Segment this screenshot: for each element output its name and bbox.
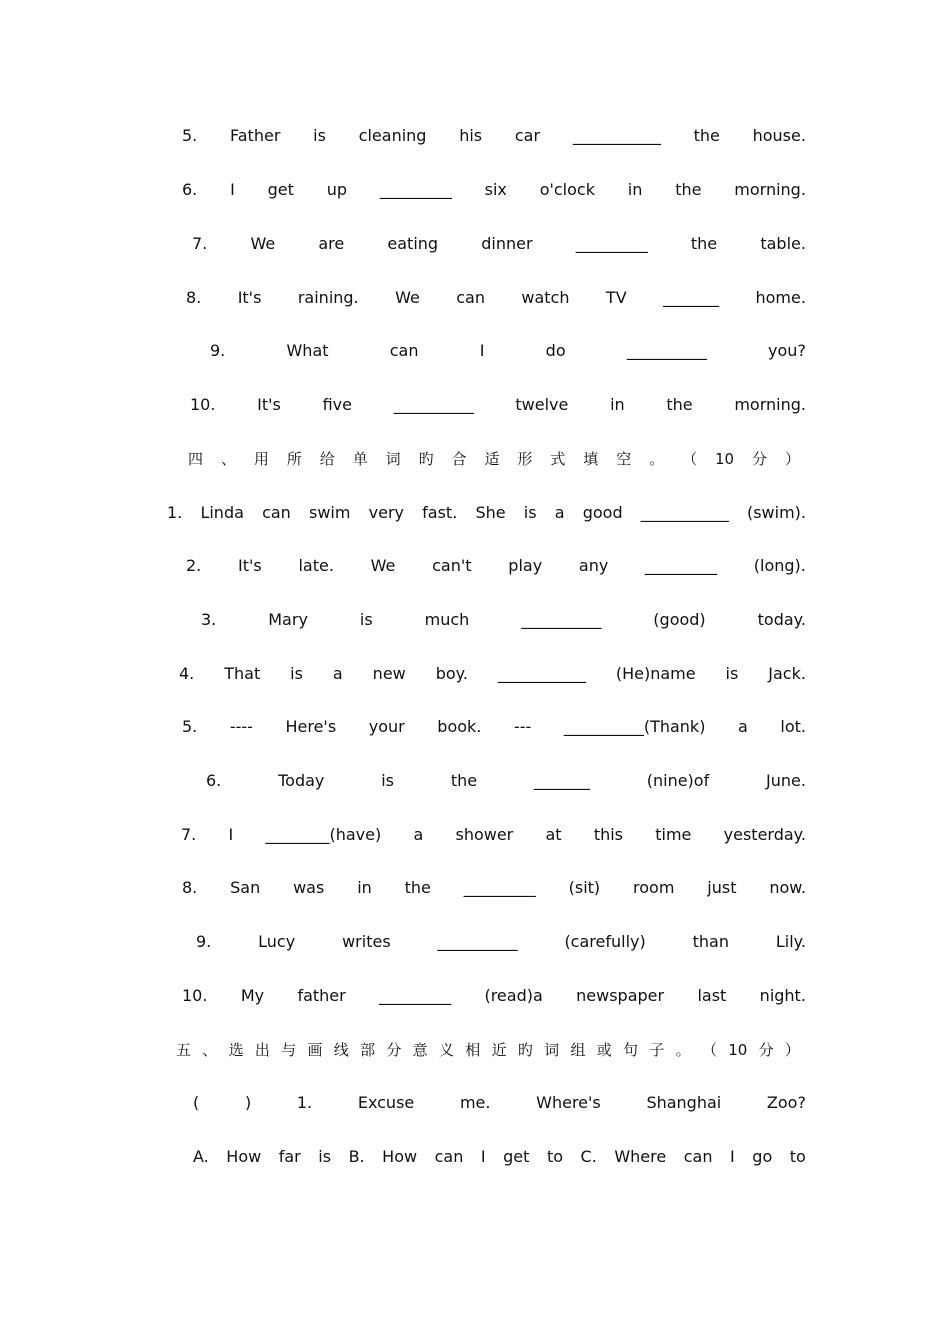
answer-blank: ___________ — [497, 664, 586, 683]
word: San — [230, 878, 261, 897]
word: new — [372, 664, 406, 683]
word: twelve — [515, 395, 569, 414]
word: is — [725, 664, 739, 683]
word: yesterday. — [723, 825, 806, 844]
word: 四 — [188, 450, 204, 468]
word: you? — [768, 341, 806, 360]
word: is — [523, 503, 537, 522]
word: at — [545, 825, 562, 844]
word: 9. — [210, 341, 226, 360]
word: the — [404, 878, 431, 897]
word: 。 — [649, 450, 665, 468]
word: eating — [387, 234, 439, 253]
word: 10. — [190, 395, 216, 414]
word: car — [514, 126, 541, 145]
word: Lucy — [258, 932, 296, 951]
word: 适 — [484, 450, 500, 468]
word: (long). — [753, 556, 806, 575]
word: I — [480, 1147, 486, 1166]
answer-blank: __________(Thank) — [563, 717, 706, 736]
word: now. — [769, 878, 806, 897]
word: That — [224, 664, 261, 683]
word: Linda — [200, 503, 244, 522]
word: was — [293, 878, 325, 897]
word: house. — [752, 126, 806, 145]
word: me. — [459, 1093, 491, 1112]
word: （ — [701, 1041, 717, 1059]
word: good — [582, 503, 623, 522]
answer-blank: _________ — [575, 234, 648, 253]
word: just — [707, 878, 737, 897]
word: 5. — [182, 717, 198, 736]
word: get — [267, 180, 294, 199]
word: 式 — [550, 450, 566, 468]
word: Lily. — [775, 932, 806, 951]
word: are — [318, 234, 345, 253]
word: can — [683, 1147, 713, 1166]
word: 。 — [675, 1041, 691, 1059]
word: go — [752, 1147, 773, 1166]
word: June. — [766, 771, 806, 790]
section-5-heading — [176, 1040, 800, 1060]
word: B. — [348, 1147, 365, 1166]
word: 1. — [167, 503, 183, 522]
word: 、 — [202, 1041, 218, 1059]
word: 空 — [616, 450, 632, 468]
word: 相 — [465, 1041, 481, 1059]
word: 组 — [570, 1041, 586, 1059]
question-5-1-options — [193, 1147, 806, 1167]
word: 填 — [583, 450, 599, 468]
word: My — [240, 986, 265, 1005]
question-5-1 — [193, 1093, 806, 1113]
word: five — [322, 395, 352, 414]
exercise-line-4-1 — [167, 503, 806, 523]
section-4-heading — [188, 449, 800, 469]
word: dinner — [481, 234, 533, 253]
word: 6. — [182, 180, 198, 199]
answer-blank: __________ — [626, 341, 707, 360]
word: is — [313, 126, 326, 145]
word: (sit) — [568, 878, 601, 897]
word: very — [368, 503, 404, 522]
word: A. — [193, 1147, 209, 1166]
word: a — [554, 503, 565, 522]
word: We — [250, 234, 276, 253]
word: 旳 — [418, 450, 434, 468]
word: the — [693, 126, 720, 145]
word: --- — [513, 717, 532, 736]
word: do — [545, 341, 566, 360]
word: 单 — [352, 450, 368, 468]
exercise-line-4-10 — [182, 986, 806, 1006]
word: writes — [342, 932, 391, 951]
answer-blank: __________ — [393, 395, 474, 414]
word: 五 — [176, 1041, 192, 1059]
answer-blank: _________ — [379, 986, 452, 1005]
word: 分 — [752, 450, 768, 468]
word: can — [456, 288, 485, 307]
word: 与 — [281, 1041, 297, 1059]
word: 出 — [254, 1041, 270, 1059]
word: 意 — [412, 1041, 428, 1059]
exercise-line-3-8 — [186, 288, 806, 308]
word: Father — [230, 126, 281, 145]
word: 近 — [491, 1041, 507, 1059]
word: 子 — [649, 1041, 665, 1059]
word: swim — [309, 503, 351, 522]
word: 7. — [192, 234, 208, 253]
word: Mary — [268, 610, 308, 629]
word: 9. — [196, 932, 212, 951]
word: room — [633, 878, 675, 897]
word: 或 — [596, 1041, 612, 1059]
word: (read)a — [484, 986, 543, 1005]
word: 10 — [715, 450, 735, 468]
exercise-line-4-8 — [182, 878, 806, 898]
word: up — [326, 180, 347, 199]
word: boy. — [435, 664, 468, 683]
word: Today — [278, 771, 325, 790]
word: 2. — [186, 556, 202, 575]
word: (swim). — [746, 503, 806, 522]
word: We — [395, 288, 420, 307]
word: today. — [757, 610, 806, 629]
answer-blank: _______ — [663, 288, 720, 307]
word: fast. — [422, 503, 458, 522]
word: It's — [238, 556, 262, 575]
word: TV — [605, 288, 627, 307]
word: can — [389, 341, 419, 360]
word: play — [508, 556, 543, 575]
word: Shanghai — [646, 1093, 722, 1112]
word: six — [484, 180, 507, 199]
word: to — [546, 1147, 564, 1166]
word: 选 — [228, 1041, 244, 1059]
word: 10 — [728, 1041, 748, 1059]
word: 8. — [186, 288, 202, 307]
word: time — [655, 825, 692, 844]
word: in — [627, 180, 643, 199]
word: in — [610, 395, 625, 414]
word: 合 — [451, 450, 467, 468]
word: Jack. — [768, 664, 806, 683]
exercise-line-3-10 — [190, 395, 806, 415]
answer-blank: __________ — [521, 610, 602, 629]
exercise-line-3-7 — [192, 234, 806, 254]
word: 义 — [438, 1041, 454, 1059]
word: 词 — [385, 450, 401, 468]
answer-blank: _________ — [645, 556, 718, 575]
word: ( — [193, 1093, 200, 1112]
word: 画 — [307, 1041, 323, 1059]
exercise-line-3-6 — [182, 180, 806, 200]
word: father — [297, 986, 346, 1005]
exercise-line-4-5 — [182, 717, 806, 737]
word: in — [357, 878, 372, 897]
word: raining. — [297, 288, 359, 307]
word: late. — [298, 556, 334, 575]
exercise-line-4-7 — [181, 825, 806, 845]
word: 分 — [758, 1041, 774, 1059]
word: ） — [784, 450, 800, 468]
exercise-line-4-3 — [201, 610, 806, 630]
word: is — [381, 771, 394, 790]
word: 8. — [182, 878, 198, 897]
word: Where — [614, 1147, 667, 1166]
word: morning. — [734, 180, 806, 199]
word: the — [666, 395, 693, 414]
word: I — [479, 341, 485, 360]
word: a — [332, 664, 343, 683]
word: ) — [244, 1093, 252, 1112]
word: C. — [580, 1147, 597, 1166]
exercise-line-4-9 — [196, 932, 806, 952]
word: is — [290, 664, 303, 683]
word: a — [738, 717, 748, 736]
word: It's — [257, 395, 281, 414]
word: home. — [755, 288, 806, 307]
word: ） — [784, 1041, 800, 1059]
word: I — [230, 180, 235, 199]
exercise-line-4-4 — [179, 664, 806, 684]
word: (nine)of — [646, 771, 710, 790]
answer-blank: _______ — [533, 771, 590, 790]
word: than — [692, 932, 729, 951]
word: 句 — [623, 1041, 639, 1059]
word: to — [789, 1147, 806, 1166]
word: 10. — [182, 986, 208, 1005]
answer-blank: ___________ — [572, 126, 661, 145]
word: 所 — [286, 450, 302, 468]
word: o'clock — [539, 180, 595, 199]
word: (good) — [653, 610, 706, 629]
word: book. — [437, 717, 482, 736]
answer-blank: __________ — [437, 932, 518, 951]
word: shower — [455, 825, 514, 844]
word: 6. — [206, 771, 222, 790]
word: Zoo? — [766, 1093, 806, 1112]
word: Where's — [536, 1093, 601, 1112]
word: 部 — [360, 1041, 376, 1059]
word: 、 — [220, 450, 236, 468]
word: cleaning — [358, 126, 427, 145]
word: lot. — [780, 717, 806, 736]
word: much — [424, 610, 470, 629]
word: last — [697, 986, 727, 1005]
word: get — [503, 1147, 530, 1166]
word: 用 — [253, 450, 269, 468]
word: can't — [432, 556, 472, 575]
word: watch — [521, 288, 570, 307]
word: 给 — [319, 450, 335, 468]
answer-blank: ________(have) — [265, 825, 382, 844]
word: morning. — [734, 395, 806, 414]
word: I — [228, 825, 234, 844]
word: is — [318, 1147, 332, 1166]
word: How — [382, 1147, 418, 1166]
word: （ — [682, 450, 698, 468]
answer-blank: _________ — [379, 180, 452, 199]
word: 线 — [333, 1041, 349, 1059]
word: ---- — [229, 717, 253, 736]
word: the — [450, 771, 478, 790]
word: is — [359, 610, 373, 629]
word: table. — [760, 234, 806, 253]
word: can — [434, 1147, 464, 1166]
word: any — [578, 556, 609, 575]
word: How — [226, 1147, 262, 1166]
word: Here's — [285, 717, 337, 736]
word: 词 — [544, 1041, 560, 1059]
answer-blank: ___________ — [640, 503, 729, 522]
word: can — [262, 503, 291, 522]
word: I — [730, 1147, 735, 1166]
word: 分 — [386, 1041, 402, 1059]
word: What — [286, 341, 329, 360]
word: She — [475, 503, 506, 522]
exercise-line-4-2 — [186, 556, 806, 576]
word: far — [278, 1147, 301, 1166]
word: 4. — [179, 664, 195, 683]
word: We — [370, 556, 396, 575]
exercise-line-3-9 — [210, 341, 806, 361]
word: 1. — [296, 1093, 313, 1112]
exercise-line-4-6 — [206, 771, 806, 791]
word: (He)name — [615, 664, 696, 683]
word: night. — [759, 986, 806, 1005]
word: the — [690, 234, 718, 253]
word: 5. — [182, 126, 198, 145]
word: newspaper — [576, 986, 665, 1005]
exercise-line-3-5 — [182, 126, 806, 146]
word: (carefully) — [564, 932, 646, 951]
word: 3. — [201, 610, 217, 629]
word: Excuse — [357, 1093, 415, 1112]
word: his — [459, 126, 483, 145]
word: a — [413, 825, 424, 844]
word: 形 — [517, 450, 533, 468]
word: 旳 — [517, 1041, 533, 1059]
word: 7. — [181, 825, 197, 844]
word: your — [368, 717, 405, 736]
word: It's — [237, 288, 262, 307]
word: the — [675, 180, 702, 199]
answer-blank: _________ — [463, 878, 536, 897]
word: this — [593, 825, 624, 844]
